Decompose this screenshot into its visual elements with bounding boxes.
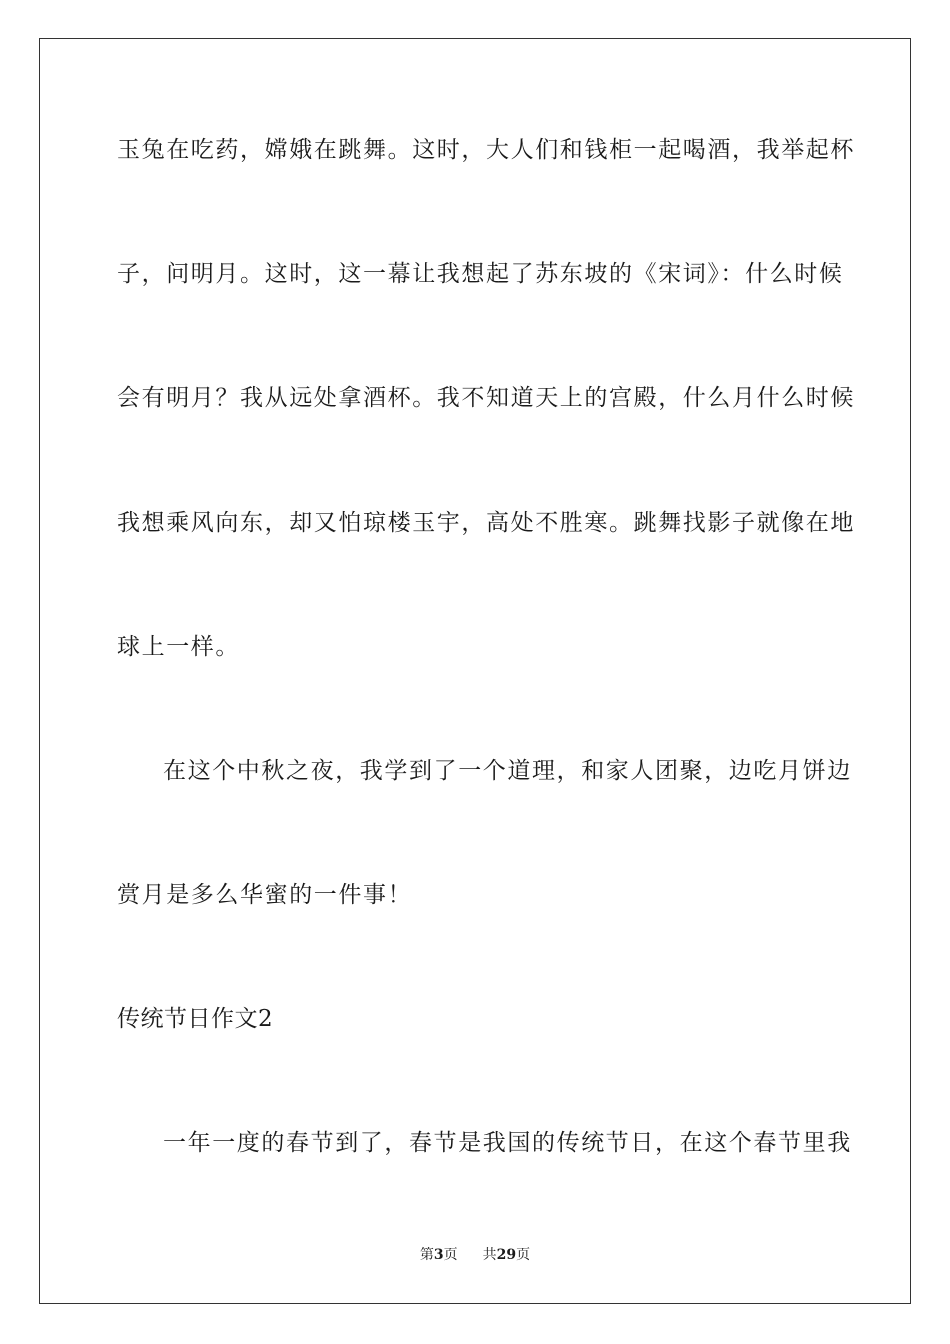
footer-page-suffix: 页: [443, 1247, 458, 1263]
page-border: [39, 38, 911, 1304]
paragraph-line-3: 会有明月？我从远处拿酒杯。我不知道天上的宫殿，什么月什么时候: [117, 385, 855, 411]
paragraph-line-1: 玉兔在吃药，嫦娥在跳舞。这时，大人们和钱柜一起喝酒，我举起杯: [117, 137, 855, 163]
paragraph-line-4: 我想乘风向东，却又怕琼楼玉宇，高处不胜寒。跳舞找影子就像在地: [117, 510, 855, 536]
paragraph-line-9: 一年一度的春节到了，春节是我国的传统节日，在这个春节里我: [163, 1130, 852, 1156]
footer-total-pages: 29: [496, 1247, 517, 1263]
footer-page-prefix: 第: [419, 1247, 434, 1263]
footer-page-number: 3: [433, 1247, 444, 1263]
paragraph-line-7: 赏月是多么华蜜的一件事！: [117, 882, 413, 908]
section-heading: 传统节日作文2: [117, 1006, 274, 1032]
paragraph-line-2: 子，问明月。这时，这一幕让我想起了苏东坡的《宋词》：什么时候: [117, 261, 844, 287]
footer-total-prefix: 共: [482, 1247, 497, 1263]
paragraph-line-5: 球上一样。: [117, 634, 240, 660]
paragraph-line-6: 在这个中秋之夜，我学到了一个道理，和家人团聚，边吃月饼边: [163, 758, 852, 784]
footer-total-suffix: 页: [516, 1247, 531, 1263]
page-footer: [0, 1246, 950, 1264]
